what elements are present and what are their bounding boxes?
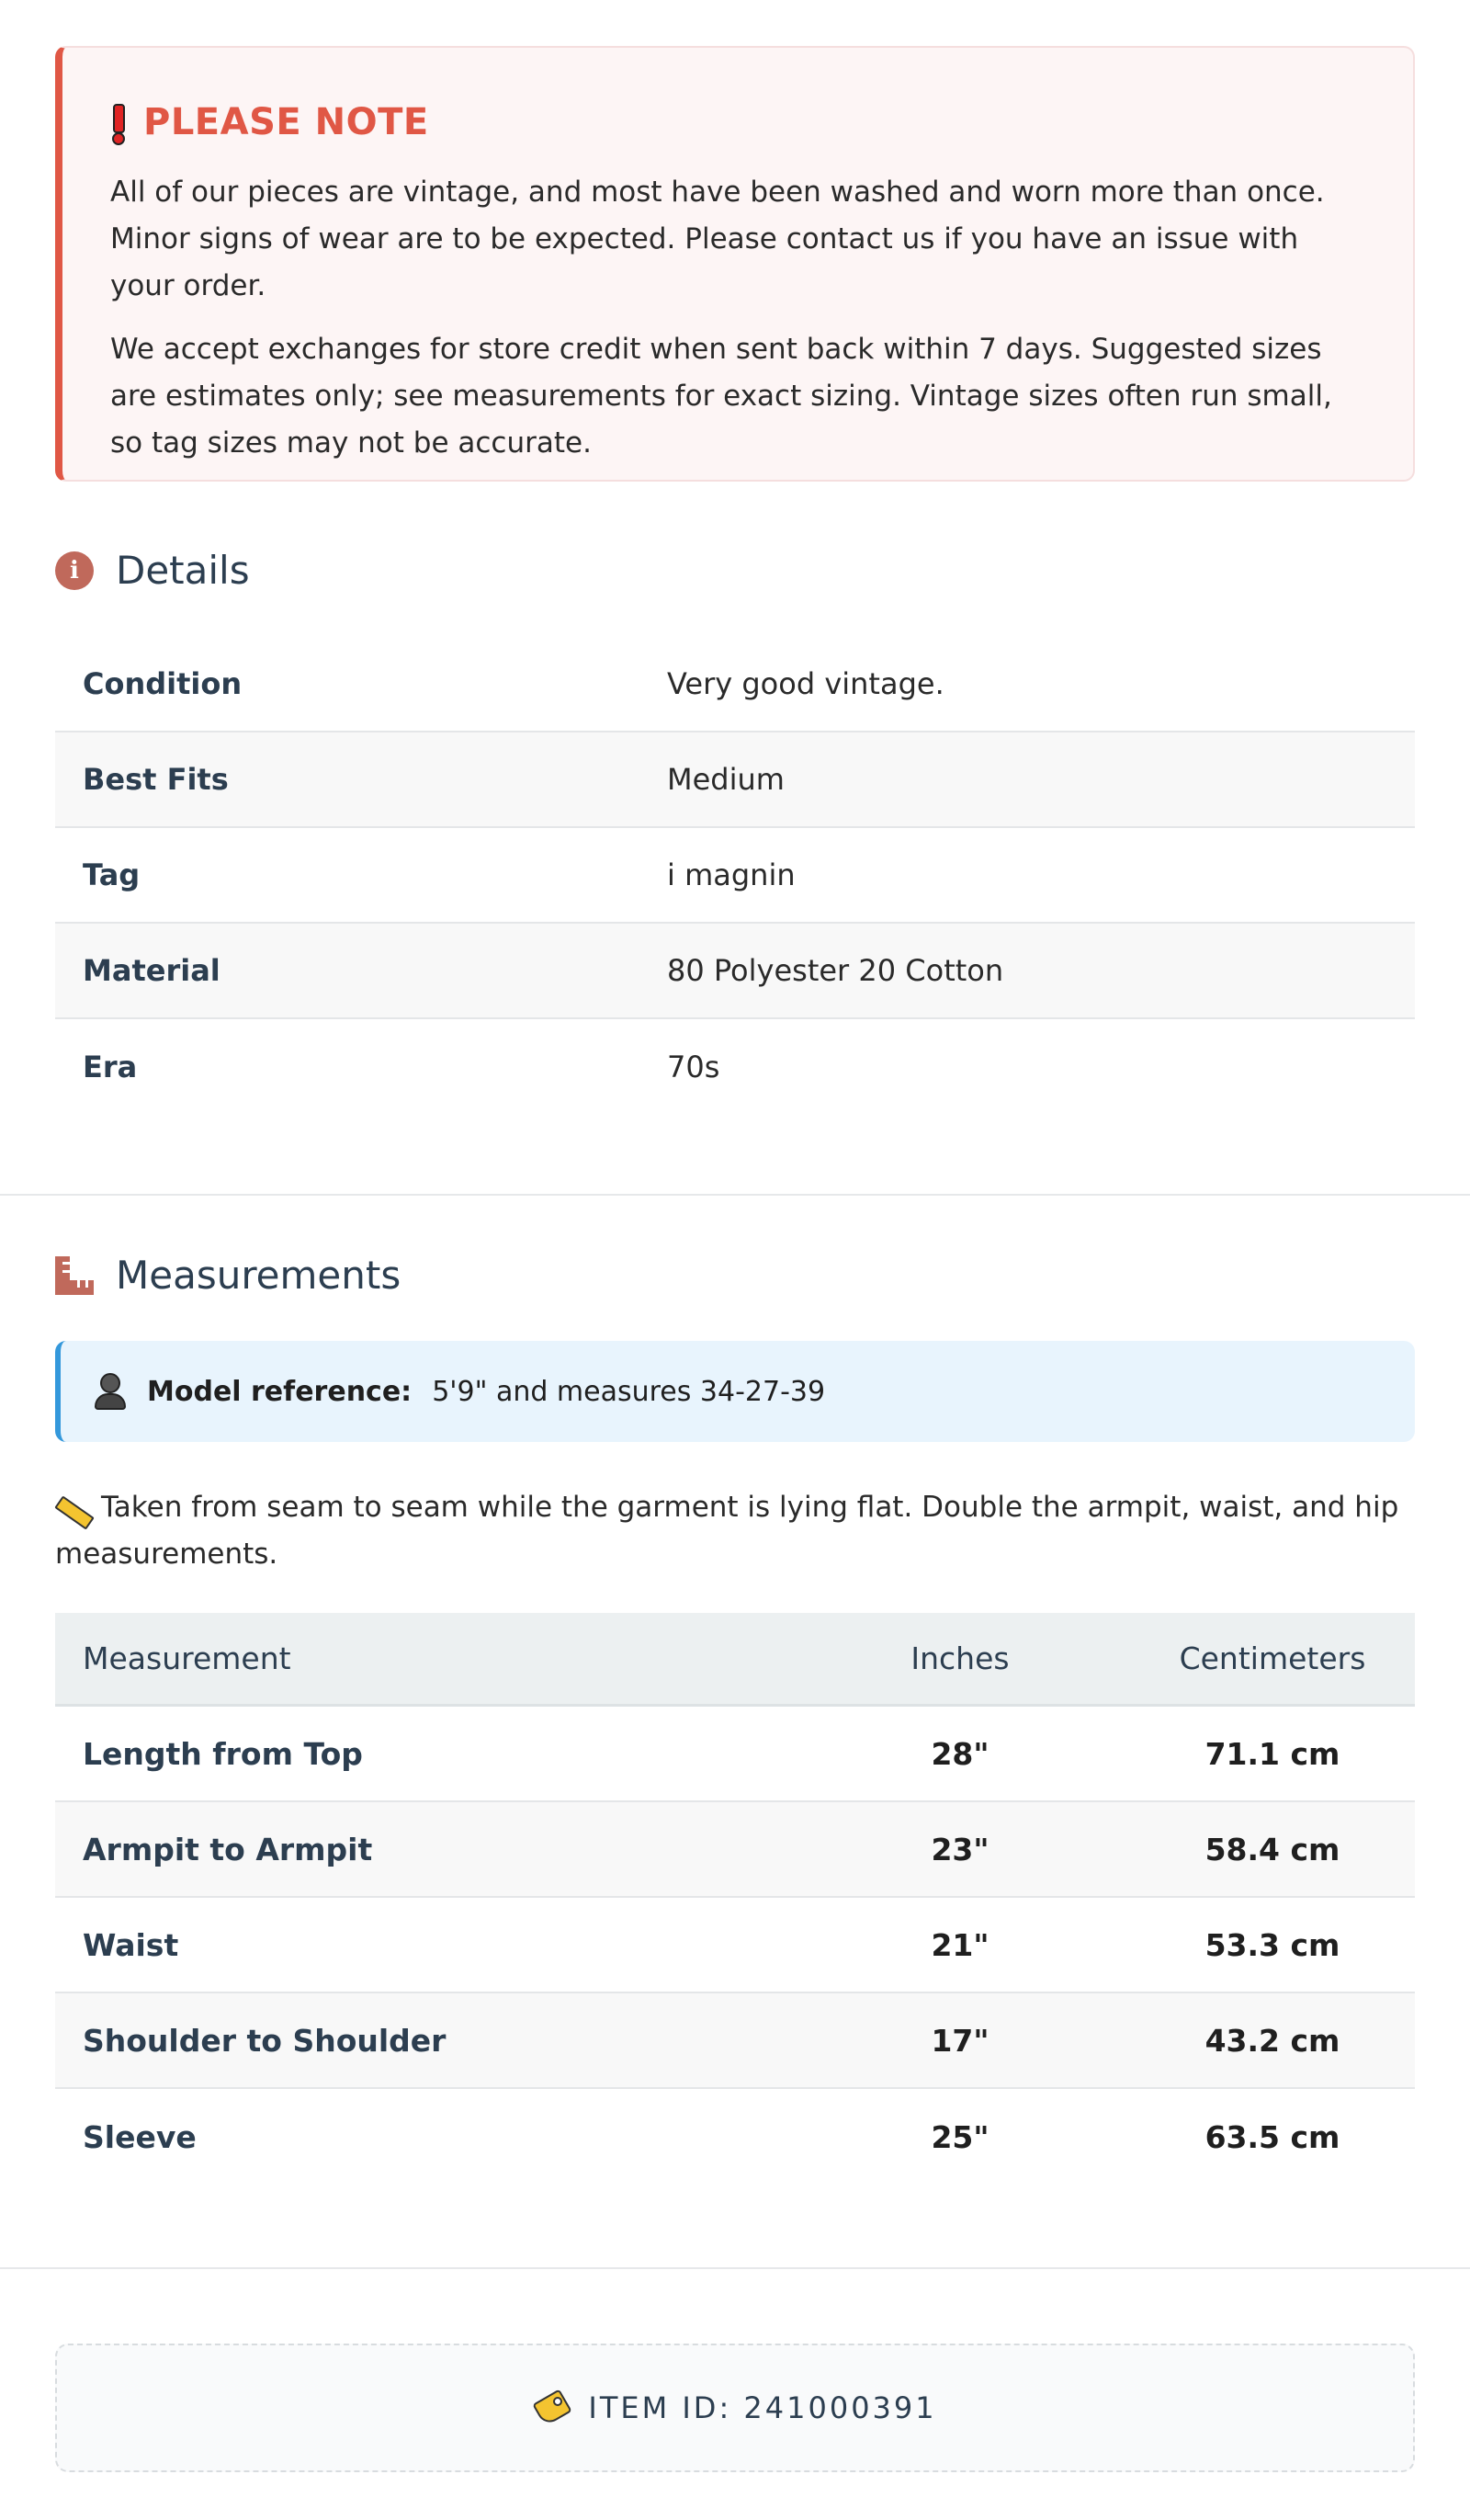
note-paragraph-1: All of our pieces are vintage, and most have been washed and worn more than once. Minor signs of wear are to be expected. Please contact us if you have an issue with your order. (110, 176, 1325, 302)
tag-icon (533, 2391, 570, 2424)
measurement-inches: 28" (931, 1735, 989, 1772)
measurement-name: Sleeve (83, 2118, 197, 2155)
measurement-cm: 43.2 cm (1204, 2022, 1340, 2059)
column-header-inches: Inches (910, 1640, 1010, 1676)
item-id: ITEM ID: 241000391 (588, 2390, 937, 2425)
ruler-icon (55, 1256, 94, 1295)
measurement-cm: 71.1 cm (1204, 1735, 1340, 1772)
section-divider (0, 2267, 1470, 2269)
measurement-note (55, 1484, 1415, 1578)
table-row (55, 924, 1415, 1019)
detail-value: 70s (667, 1050, 720, 1084)
section-divider (0, 1194, 1470, 1196)
measurement-name: Waist (83, 1926, 179, 1963)
detail-label: Tag (83, 857, 141, 892)
table-row (55, 1802, 1415, 1898)
table-row (55, 1993, 1415, 2089)
table-row (55, 2089, 1415, 2185)
detail-label: Era (83, 1050, 138, 1084)
column-header-measurement: Measurement (83, 1640, 291, 1676)
table-header (55, 1613, 1415, 1707)
detail-value: Very good vintage. (667, 666, 944, 701)
measurement-inches: 17" (931, 2022, 989, 2059)
info-icon: i (55, 551, 94, 590)
detail-value: i magnin (667, 857, 796, 892)
please-note-box (55, 46, 1415, 482)
note-paragraph-2: We accept exchanges for store credit when sent back within 7 days. Suggested sizes are estimates only; see measurements for exact sizing. Vintage sizes often run small, so tag sizes may not be accurate. (110, 333, 1332, 460)
measurement-inches: 25" (931, 2118, 989, 2155)
table-row (55, 732, 1415, 828)
detail-label: Best Fits (83, 762, 229, 797)
item-id-box (55, 2344, 1415, 2472)
details-heading-text: Details (116, 548, 250, 593)
column-header-centimeters: Centimeters (1179, 1640, 1366, 1676)
details-heading (55, 548, 250, 593)
detail-value: Medium (667, 762, 785, 797)
note-title (110, 101, 1365, 143)
model-reference-label: Model reference: (147, 1375, 413, 1408)
pencil-icon (55, 1498, 92, 1520)
measurement-note-text: Taken from seam to seam while the garment is lying flat. Double the armpit, waist, and hip measurements. (55, 1491, 1399, 1571)
table-row (55, 1898, 1415, 1993)
table-row (55, 1707, 1415, 1802)
measurements-heading (55, 1253, 401, 1298)
details-table (55, 637, 1415, 1115)
measurements-heading-text: Measurements (116, 1253, 401, 1298)
measurement-cm: 58.4 cm (1204, 1831, 1340, 1867)
detail-value: 80 Polyester 20 Cotton (667, 953, 1004, 988)
table-row (55, 1019, 1415, 1115)
measurements-table (55, 1613, 1415, 2185)
table-row (55, 637, 1415, 732)
measurement-name: Length from Top (83, 1735, 363, 1772)
measurement-cm: 53.3 cm (1204, 1926, 1340, 1963)
model-reference-value: 5'9" and measures 34-27-39 (432, 1375, 826, 1408)
detail-label: Condition (83, 666, 243, 701)
table-row (55, 828, 1415, 924)
measurement-inches: 21" (931, 1926, 989, 1963)
person-icon (94, 1373, 127, 1410)
detail-label: Material (83, 953, 220, 988)
measurement-cm: 63.5 cm (1204, 2118, 1340, 2155)
measurement-name: Armpit to Armpit (83, 1831, 373, 1867)
exclamation-icon (110, 104, 123, 141)
measurement-inches: 23" (931, 1831, 989, 1867)
measurement-name: Shoulder to Shoulder (83, 2022, 447, 2059)
note-title-text: PLEASE NOTE (143, 101, 429, 143)
model-reference (55, 1341, 1415, 1442)
